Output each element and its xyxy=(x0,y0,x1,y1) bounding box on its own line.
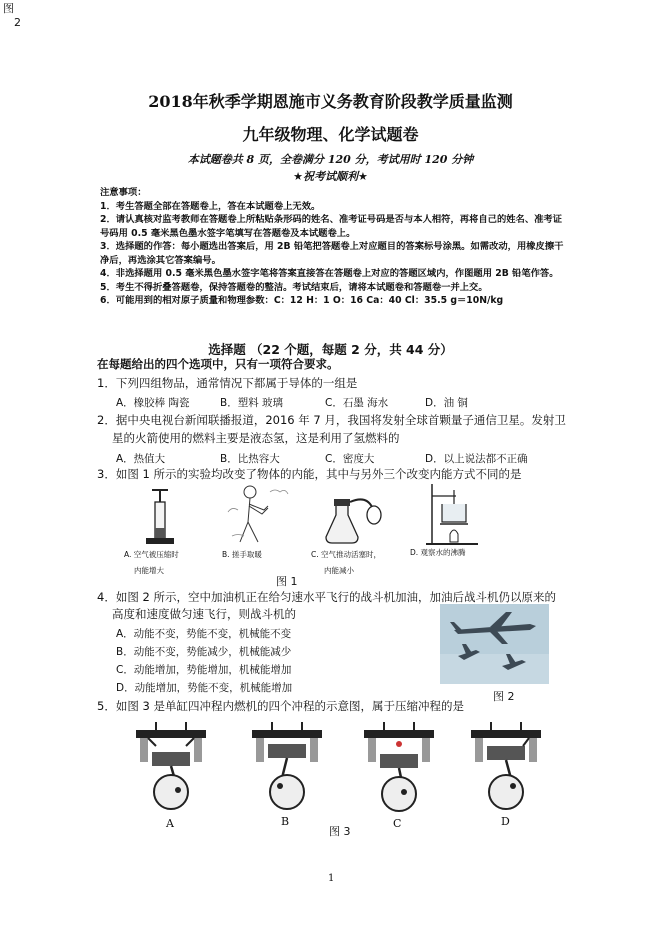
engine-stroke-b-diagram xyxy=(246,722,328,814)
q1-stem: 1．下列四组物品，通常情况下都属于导体的一组是 xyxy=(97,376,358,390)
q4-option-a: A．动能不变，势能不变，机械能不变 xyxy=(116,628,292,640)
q4-stem-line1: 4．如图 2 所示，空中加油机正在给匀速水平飞行的战斗机加油，加油后战斗机仍以原来的 xyxy=(97,590,556,604)
figure3-label-d: D xyxy=(501,815,510,828)
figure1-caption-c-line1: C. 空气推动活塞时， xyxy=(311,550,382,559)
figure3-label-b: B xyxy=(281,815,290,828)
q3-stem: 3．如图 1 所示的实验均改变了物体的内能，其中与另外三个改变内能方式不同的是 xyxy=(97,467,522,481)
figure1-boiling-water-illustration xyxy=(422,480,482,548)
q1-option-c: C．石墨 海水 xyxy=(325,397,389,409)
section-title: 选择题 （22 个题，每题 2 分，共 44 分） xyxy=(208,342,453,357)
exam-info: 本试题卷共 8 页，全卷满分 120 分，考试用时 120 分钟 xyxy=(187,153,474,166)
exam-title: 2018年秋季学期恩施市义务教育阶段教学质量监测 xyxy=(148,92,513,111)
q2-option-d: D．以上说法都不正确 xyxy=(425,453,528,465)
notice-item: 2．请认真核对监考教师在答题卷上所粘贴条形码的姓名、准考证号码是否与本人相符，再将自己的姓名、准考证号码用 0.5 毫米黑色墨水签字笔填写在答题卷及本试题卷上。 xyxy=(100,214,563,239)
notice-item: 6．可能用到的相对原子质量和物理参数：C：12 H：1 O：16 Ca：40 Cl：35.5 g＝10N/kg xyxy=(100,295,504,306)
notice-item: 4．非选择题用 0.5 毫米黑色墨水签字笔将答案直接答在答题卷上对应的答题区域内，作图题用 2B 铅笔作答。 xyxy=(100,268,559,279)
q1-option-b: B．塑料 玻璃 xyxy=(220,397,284,409)
q4-stem-line2: 高度和速度做匀速飞行，则战斗机的 xyxy=(112,607,296,621)
figure3-label-c: C xyxy=(393,817,402,830)
figure1-flask-illustration xyxy=(320,485,390,547)
figure1-label: 图 1 xyxy=(276,575,298,588)
figure1-caption-b: B. 搓手取暖 xyxy=(222,550,262,559)
notice-heading: 注意事项： xyxy=(100,187,147,198)
exam-motto: ★祝考试顺利★ xyxy=(293,170,368,183)
figure3-label-a: A xyxy=(166,817,174,830)
q2-stem-line2: 星的火箭使用的燃料主要是液态氢，这是利用了氢燃料的 xyxy=(112,431,400,445)
figure1-caption-a-line1: A. 空气被压缩时 xyxy=(124,550,179,559)
q2-option-c: C．密度大 xyxy=(325,453,375,465)
corner-number: 2 xyxy=(14,16,21,29)
q5-stem: 5．如图 3 是单缸四冲程内燃机的四个冲程的示意图，属于压缩冲程的是 xyxy=(97,699,464,713)
engine-stroke-c-diagram xyxy=(358,722,440,814)
q2-stem-line1: 2．据中央电视台新闻联播报道，2016 年 7 月，我国将发射全球首颗量子通信卫星。发射卫 xyxy=(97,413,566,427)
figure1-caption-d: D. 观察水的沸腾 xyxy=(410,548,466,557)
q2-option-a: A．热值大 xyxy=(116,453,166,465)
figure2-label: 图 2 xyxy=(493,690,515,703)
q4-option-c: C．动能增加，势能增加，机械能增加 xyxy=(116,664,292,676)
notice-item: 5．考生不得折叠答题卷，保持答题卷的整洁。考试结束后，请将本试题卷和答题卷一并上交。 xyxy=(100,281,488,293)
figure1-pump-illustration xyxy=(140,488,180,548)
q4-option-d: D．动能增加，势能不变，机械能增加 xyxy=(116,682,293,694)
notice-section xyxy=(100,186,570,308)
figure2-aircraft-photo xyxy=(440,604,549,684)
exam-subtitle: 九年级物理、化学试题卷 xyxy=(242,125,419,144)
engine-stroke-d-diagram xyxy=(465,722,547,814)
figure1-caption-c-line2: 内能减小 xyxy=(324,566,354,575)
notice-item: 3．选择题的作答：每小题选出答案后，用 2B 铅笔把答题卷上对应题目的答案标号涂黑。如需改动，用橡皮擦干净后，再选涂其它答案编号。 xyxy=(100,241,564,266)
q2-option-b: B．比热容大 xyxy=(220,453,280,465)
q1-option-a: A．橡胶棒 陶瓷 xyxy=(116,397,190,409)
notice-item: 1．考生答题全部在答题卷上，答在本试题卷上无效。 xyxy=(100,200,321,212)
corner-label: 图 xyxy=(3,2,14,15)
figure1-rubbing-hands-illustration xyxy=(220,482,290,544)
q1-option-d: D．油 铜 xyxy=(425,397,468,409)
engine-stroke-a-diagram xyxy=(130,722,212,814)
figure1-caption-a-line2: 内能增大 xyxy=(134,566,164,575)
q4-option-b: B．动能不变，势能减少，机械能减少 xyxy=(116,646,292,658)
figure3-label: 图 3 xyxy=(329,825,351,838)
section-instruction: 在每题给出的四个选项中，只有一项符合要求。 xyxy=(97,357,339,371)
page-number: 1 xyxy=(328,873,335,884)
